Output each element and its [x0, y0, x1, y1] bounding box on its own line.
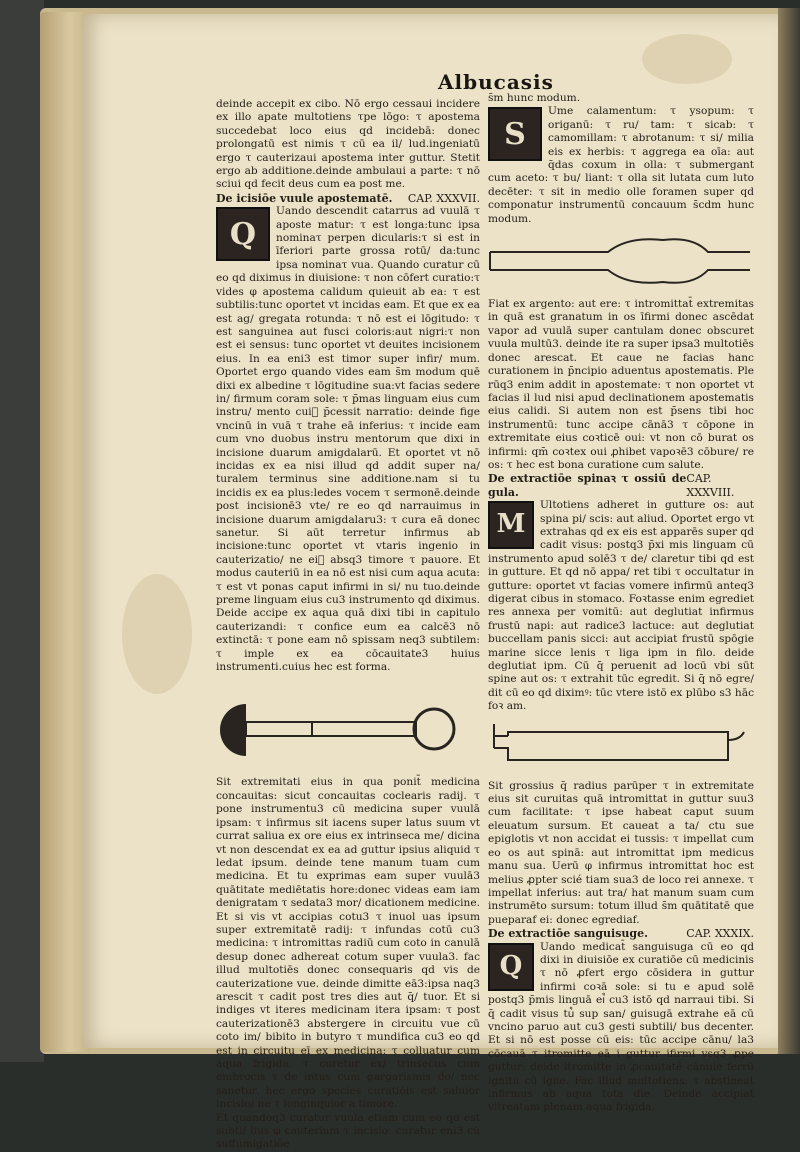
- decorated-initial: Q: [488, 943, 534, 991]
- paragraph: Ume calamentum: τ ysopum: τ origanū: τ ru/ tam: τ sicab: τ camomillam: τ abrotanum: τ si/ milia eis ex herbis: τ aggrega ea oīa: aut q̄das coxum in olla: τ submergant cum aceto: τ bu/ liant: τ olla sit lutata cum luto decēter: τ sit in medio olle foramen super qd componatur instrumentū concauum s̄cdm hunc modum.: [488, 105, 754, 225]
- left-column: [216, 98, 480, 1152]
- paragraph: Uando medicat̄ sanguisuga cū eo qd dixi in diuisiōe ex curatiōe cū medicinis τ nō ꝓfert ergo cōsidera in guttur infirmi coꝛā sole: si tu e apud solē postq3 p̄mis linguā ei᷒ cu3 istō qd narraui tibi. Si q̄ cadit visus tu᷒ sup san/ guisugā extrahe eā cū vncino paruo aut cu3 gesti subtili/ bus decenter. Et si nō est posse cū eis: tūc accipe cānu/ la3 cōcauā τ itromitte eā i guttur ifirmi vsq3 ꝓpe guttur: deide itromitte in ꝓcauitatē cānule ferrū ignitū cū igne. Fac illud multotiens: τ abstineat infirmus ab aqua tota die. Deinde accipiat vitreatam plenam aqua frigida.: [488, 940, 754, 1114]
- chapter-heading: De extractiōe sanguisuge.: [488, 927, 648, 941]
- chapter-heading-row: [216, 192, 480, 205]
- binding-right: [778, 8, 800, 1054]
- stain: [122, 574, 192, 694]
- decorated-initial: Q: [216, 207, 270, 261]
- chapter-heading: De extractiōe spinaꝛ τ ossiū de gula.: [488, 472, 687, 499]
- paragraph: Sit grossius q̄ radius parūper τ in extremitate eius sit curuitas quā intromittat in guttur suu3 cum facilitate: τ ipse habeat caput suum eleuatum sursum. Et caueat a ta/ ctu sue epiglotis vt non accidat ei tussis: τ impellat cum eo os aut spinā: aut intromittat ipm medicus manu sua. Uerū φ infirmus intromittat hoc est melius ꝓpter scié tiam sua3 de loco rei annexe. τ impellat inferius: aut tra/ hat manum suam cum instrumēto sursum: totum illud s̄m quātitatē que pueparaf ei: donec egrediaf.: [488, 779, 754, 926]
- chapter-heading-row: [488, 472, 754, 499]
- chapter-heading: De icisiōe vuule apostematē.: [216, 191, 393, 205]
- paragraph: s̄m hunc modum.: [488, 92, 581, 104]
- paragraph: Fiat ex argento: aut ere: τ intromittat̄ extremitas in quā est granatum in os īfirmi donec ascēdat vapor ad vuulā super cantulam donec obscuret vuula multū3. deinde ite ra super ipsa3 multotiēs donec arescat. Et caue ne facias hanc curationem in p̄ncipio aduentus apostematis. Ple rūq3 enim addit in apostemate: τ non oportet vt facias il lud nisi apud declinationem apostematis eius calidi. Si autem non est p̄sens tibi hoc instrumentū: tunc accipe cānā3 τ cōpone in extremitate eius coꝛticē oui: vt non cō burat os infirmi: qm̄ coꝛtex oui ꝓhibet vapoꝛē3 cōbure/ re os: τ hec est bona curatione cum salute.: [488, 298, 754, 471]
- paragraph: deinde accepit ex cibo. Nō ergo cessaui incidere ex illo apate multotiens τpe lōgo: τ apostema succedebat loco eius qd incidebā: donec prolongatū est nimis τ cū ea il/ lud.ingeniatū ergo τ cauterizaui apostema inter guttur. Stetit ergo ab additione.deinde ambulaui a parte: τ nō sciui qd fecit deus cum ea post me.: [216, 98, 480, 191]
- paragraph: Ultotiens adheret in gutture os: aut spina pi/ scis: aut aliud. Oportet ergo vt extrahas qd ex eis est apparēs super qd cadit visus: postq3 p̄xi mis linguam cū instrumento apud solē3 τ de/ claretur tibi qd est in gutture. Et qd nō appa/ ret tibi τ occultatur in gutture: oportet vt facias vomere infirmū anteq3 digerat cibus in stomaco. Foꝛtasse enim egrediet res annexa per vomitū: aut deglutiat infirmus frustū napi: aut radice3 lactuce: aut deglutiat buccellam panis sicci: aut accipiat frustū spōgie marine sicce lenis τ liga ipm in filo. deide deglutiat ipm. Cū q̄ peruenit ad locū vbi sūt spine aut os: τ extrahit tūc egredit. Si q̄ nō egre/ dit cū eo qd diximꝰ: tūc vtere istō ex plūbo s3 hāc foꝛ am.: [488, 499, 754, 713]
- running-head: Albucasis: [438, 70, 554, 94]
- decorated-initial: S: [488, 107, 542, 161]
- lead-hook-illustration: [488, 718, 754, 774]
- cautery-spoon-illustration: [216, 678, 480, 770]
- paragraph: Et quandoq3 curatur vuula etiam cum eo qd est subti/ lius φ cauterium τ incisio: curatur eni3 cū suffumigatiōe: [216, 1111, 480, 1151]
- paragraph: Sit extremitati eius in qua ponit̄ medicina concauitas: sicut concauitas coclearis radij. τ pone instrumentu3 cū medicina super vuulā ipsam: τ infirmus sit iacens super latus suum vt currat saliua ex ore eius ex intrinseca me/ dicina vt non descendat ex ea ad guttur ipsius aliquid τ ledat ipsum. deinde tene manum tuam cum medicina. Et tu exprimas eam super vuulā3 quātitate mediētatis hore:donec videas eam iam denigratam τ sedata3 mor/ dicationem medicine. Et si vis vt accipias cotu3 τ inuol uas ipsum super extremitatē radij: τ infundas cotū cu3 medicina: τ intromittas radiū cum coto in canulā desup donec adhereat cotum super vuula3. fac illud multotiēs donec consequaris qd vis de cauterizatione vue. deinde dimitte eā3:ipsa naq3 arescit τ cadit post tres dies aut q̄/ tuor. Et si indiges vt iteres medicinam itera ipsam: τ post cauterizationē3 abstergere in circuitu vue cū coto im/ bibito in butyro τ mundifica cu3 eo qd est in circuitu eī ex medicina: τ colluatur cum aqua frigida. τ curetur ex/ trinsecus cum embrocis τ de intus cum gargarismis do/ nec sanetur. hec ergo species curatiōis est saluior incisio/ ne τ longinquior a timore.: [216, 776, 480, 1111]
- chapter-heading-row: [488, 927, 754, 940]
- book-spine: [0, 0, 44, 1062]
- chapter-number: CAP. XXXVIII.: [686, 472, 735, 499]
- stain: [642, 34, 732, 84]
- paragraph: Uando descendit catarrus ad vuulā τ aposte matur: τ est longa:tunc ipsa nominaτ perpen dicularis:τ si est in īferiori parte grossa rotū/ da:tunc ipsa nominaτ vua. Quando curatur cū eo qd diximus in diuisione: τ non cōfert curatio:τ vides φ apostema calidum quieuit ab ea: τ est subtilis:tunc oportet vt incidas eam. Et que ex ea est ag/ gregata rotunda: τ nō est ei lōgitudo: τ est sanguinea aut fusci coloris:aut nigri:τ non est ei sensus: tunc oportet vt deuites incisionem eius. In ea eni3 est timor super infir/ mum. Oportet ergo quando vides eam s̄m modum quē dixi ex albedine τ lōgitudine sua:vt facias sedere in/ firmum coram sole: τ p̄mas linguam eius cum instru/ mento cui᷒ p̄cessit narratio: deinde fige vncinū in vuā τ trahe eā inferius: τ incide eam cum vno duobus instru mentorum que dixi in incisione duarum amigdalarū. Et oportet vt nō incidas ex ea nisi illud qd addit super na/ turalem terminus sine additione.nam si tu incidis ex ea plus:ledes vocem τ sermonē.deinde post incisionē3 vte/ re eo qd narrauimus in incisione duarum amigdalaru3: τ cura eā donec sanetur. Si aūt terretur infirmus ab incisione:tunc oportet vt vtaris ingenio in cauterizatio/ ne ei᷒ absq3 timore τ pauore. Et modus cauteriū in ea nō est nisi cum aqua acuta: τ est vt ponas caput infirmi in si/ nu tuo.deinde preme linguam eius cu3 instrumento qd diximus. Deide accipe ex aqua quā dixi tibi in capitulo cauterizandi: τ confice eum ea calcē3 nō extinctā: τ pone eam nō spissam neq3 subtilem: τ imple ex ea cōcauitate3 huius instrumenti.cuius hec est forma.: [216, 205, 480, 674]
- chapter-number: CAP. XXXIX.: [686, 927, 754, 941]
- fumigation-tube-illustration: [488, 230, 754, 292]
- right-column: [488, 92, 754, 1115]
- chapter-number: CAP. XXXVII.: [407, 191, 480, 205]
- decorated-initial: M: [488, 501, 534, 549]
